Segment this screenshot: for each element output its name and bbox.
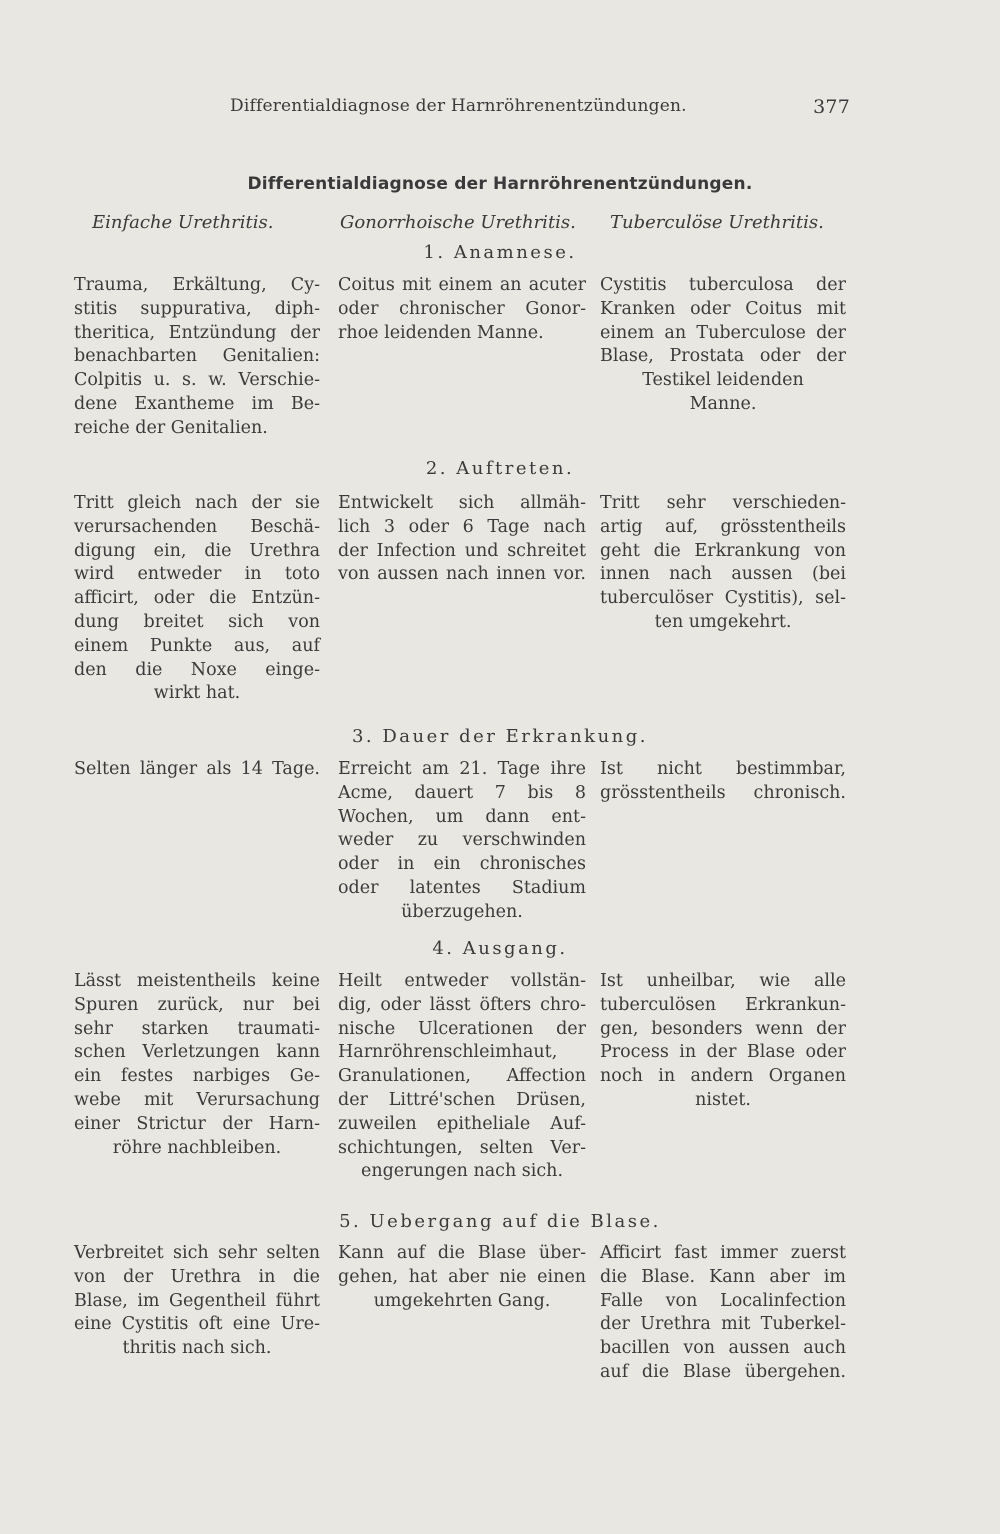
section-2-col-3 <box>600 492 846 635</box>
text-line: benachbarten Genitalien: <box>74 346 320 367</box>
section-4-col-2 <box>338 970 586 1184</box>
text-line: Tritt gleich nach der sie <box>74 493 320 513</box>
section-title: 1. Anamnese. <box>423 242 577 263</box>
text-line: Coitus mit einem an acuter <box>338 275 586 295</box>
text-line: digung ein, die Urethra <box>74 540 320 561</box>
text-line: Heilt entweder vollstän- <box>338 971 586 991</box>
text-line: Selten länger als 14 Tage. <box>74 759 320 779</box>
section-2-col-2 <box>338 492 586 587</box>
text-line: röhre nachbleiben. <box>112 1137 282 1158</box>
text-line: Wochen, um dann ent- <box>338 806 586 827</box>
text-line: Blase, im Gegentheil führt <box>74 1290 320 1311</box>
column-header-einfache: Einfache Urethritis. <box>92 212 274 233</box>
text-line: schen Verletzungen kann <box>74 1042 320 1063</box>
text-line: der Littré'schen Drüsen, <box>338 1089 586 1110</box>
text-line: sehr starken traumati- <box>74 1018 320 1039</box>
text-line: geht die Erkrankung von <box>600 540 846 561</box>
text-line: reiche der Genitalien. <box>74 417 268 438</box>
text-line: tuberculösen Erkrankun- <box>600 994 846 1015</box>
text-line: Afficirt fast immer zuerst <box>600 1243 846 1263</box>
text-line: Blase, Prostata oder der <box>600 346 846 367</box>
text-line: die Blase. Kann aber im <box>600 1266 846 1287</box>
text-line: überzugehen. <box>401 901 523 922</box>
text-line: wirkt hat. <box>153 683 241 704</box>
text-line: Process in der Blase oder <box>600 1042 846 1063</box>
column-header-tuberculoese: Tuberculöse Urethritis. <box>610 212 824 233</box>
text-line: Harnröhrenschleimhaut, <box>338 1042 558 1063</box>
text-line: artig auf, grösstentheils <box>600 516 846 537</box>
text-line: Spuren zurück, nur bei <box>74 994 320 1015</box>
text-line: einer Strictur der Harn- <box>74 1113 320 1134</box>
text-line: noch in andern Organen <box>600 1066 846 1087</box>
text-line: dig, oder lässt öfters chro- <box>338 994 586 1015</box>
text-line: innen nach aussen (bei <box>600 564 846 585</box>
text-line: wird entweder in toto <box>74 564 320 585</box>
section-3-col-3 <box>600 758 846 806</box>
section-5-col-2 <box>338 1242 586 1313</box>
text-line: schichtungen, selten Ver- <box>338 1137 586 1158</box>
section-5-col-1 <box>74 1242 320 1361</box>
text-line: Ist unheilbar, wie alle <box>600 971 846 991</box>
text-line: oder in ein chronisches <box>338 854 586 875</box>
text-line: ten umgekehrt. <box>654 611 792 632</box>
text-line: Testikel leidenden <box>642 370 804 391</box>
text-line: Tritt sehr verschieden- <box>600 493 846 513</box>
text-line: weder zu verschwinden <box>338 830 586 851</box>
text-line: Trauma, Erkältung, Cy- <box>74 275 320 295</box>
text-line: thritis nach sich. <box>122 1338 272 1359</box>
text-line: Granulationen, Affection <box>338 1066 586 1087</box>
text-line: Kranken oder Coitus mit <box>600 298 846 319</box>
text-line: dung breitet sich von <box>74 611 320 632</box>
text-line: bacillen von aussen auch <box>600 1338 846 1359</box>
text-line: lich 3 oder 6 Tage nach <box>338 516 586 537</box>
text-line: zuweilen epitheliale Auf- <box>338 1113 586 1134</box>
text-line: Colpitis u. s. w. Verschie- <box>74 370 320 391</box>
text-line: Entwickelt sich allmäh- <box>338 493 586 513</box>
section-1-col-1 <box>74 274 320 441</box>
text-line: den die Noxe einge- <box>74 659 320 680</box>
text-line: webe mit Verursachung <box>74 1089 320 1110</box>
text-line: nische Ulcerationen der <box>338 1018 586 1039</box>
text-line: einem Punkte aus, auf <box>74 635 320 656</box>
section-1-col-2 <box>338 274 586 345</box>
section-5-col-3 <box>600 1242 846 1385</box>
text-line: eine Cystitis oft eine Ure- <box>74 1314 320 1335</box>
section-2-col-1 <box>74 492 320 706</box>
text-line: verursachenden Beschä- <box>74 516 320 537</box>
text-line: Cystitis tuberculosa der <box>600 275 846 295</box>
section-title: 3. Dauer der Erkrankung. <box>351 726 649 747</box>
text-line: engerungen nach sich. <box>360 1161 564 1182</box>
section-1-col-3 <box>600 274 846 417</box>
text-line: gehen, hat aber nie einen <box>338 1266 586 1287</box>
text-line: Acme, dauert 7 bis 8 <box>338 782 586 803</box>
text-line: stitis suppurativa, diph- <box>74 298 320 319</box>
text-line: Kann auf die Blase über- <box>338 1243 586 1263</box>
page-number: 377 <box>813 96 850 118</box>
text-line: Falle von Localinfection <box>600 1290 846 1311</box>
text-line: Erreicht am 21. Tage ihre <box>338 759 586 779</box>
section-title: 5. Uebergang auf die Blase. <box>339 1211 661 1232</box>
section-4-col-3 <box>600 970 846 1113</box>
text-line: umgekehrten Gang. <box>373 1290 551 1311</box>
text-line: gen, besonders wenn der <box>600 1018 846 1039</box>
text-line: Lässt meistentheils keine <box>74 971 320 991</box>
section-title: 2. Auftreten. <box>425 458 575 479</box>
section-3-col-2 <box>338 758 586 925</box>
text-line: afficirt, oder die Entzün- <box>74 588 320 609</box>
text-line: von aussen nach innen vor. <box>338 564 586 585</box>
text-line: tuberculöser Cystitis), sel- <box>600 588 846 609</box>
text-line: von der Urethra in die <box>74 1266 320 1287</box>
text-line: grösstentheils chronisch. <box>600 782 846 803</box>
text-line: Manne. <box>689 393 757 414</box>
column-header-gonorrhoische: Gonorrhoische Urethritis. <box>340 212 576 233</box>
text-line: oder chronischer Gonor- <box>338 298 586 319</box>
text-line: Verbreitet sich sehr selten <box>74 1243 320 1263</box>
text-line: rhoe leidenden Manne. <box>338 322 544 343</box>
text-line: der Urethra mit Tuberkel- <box>600 1314 846 1335</box>
section-title: 4. Ausgang. <box>432 938 568 959</box>
section-3-col-1 <box>74 758 320 782</box>
text-line: theritica, Entzündung der <box>74 322 320 343</box>
running-head-title: Differentialdiagnose der Harnröhrenentzündungen. <box>230 96 687 116</box>
text-line: nistet. <box>695 1089 751 1110</box>
text-line: einem an Tuberculose der <box>600 322 846 343</box>
text-line: oder latentes Stadium <box>338 877 586 898</box>
text-line: der Infection und schreitet <box>338 540 586 561</box>
text-line: Ist nicht bestimmbar, <box>600 759 846 779</box>
text-line: ein festes narbiges Ge- <box>74 1066 320 1087</box>
page-title: Differentialdiagnose der Harnröhrenentzündungen. <box>247 174 753 194</box>
section-4-col-1 <box>74 970 320 1160</box>
text-line: dene Exantheme im Be- <box>74 393 320 414</box>
text-line: auf die Blase übergehen. <box>600 1361 846 1382</box>
